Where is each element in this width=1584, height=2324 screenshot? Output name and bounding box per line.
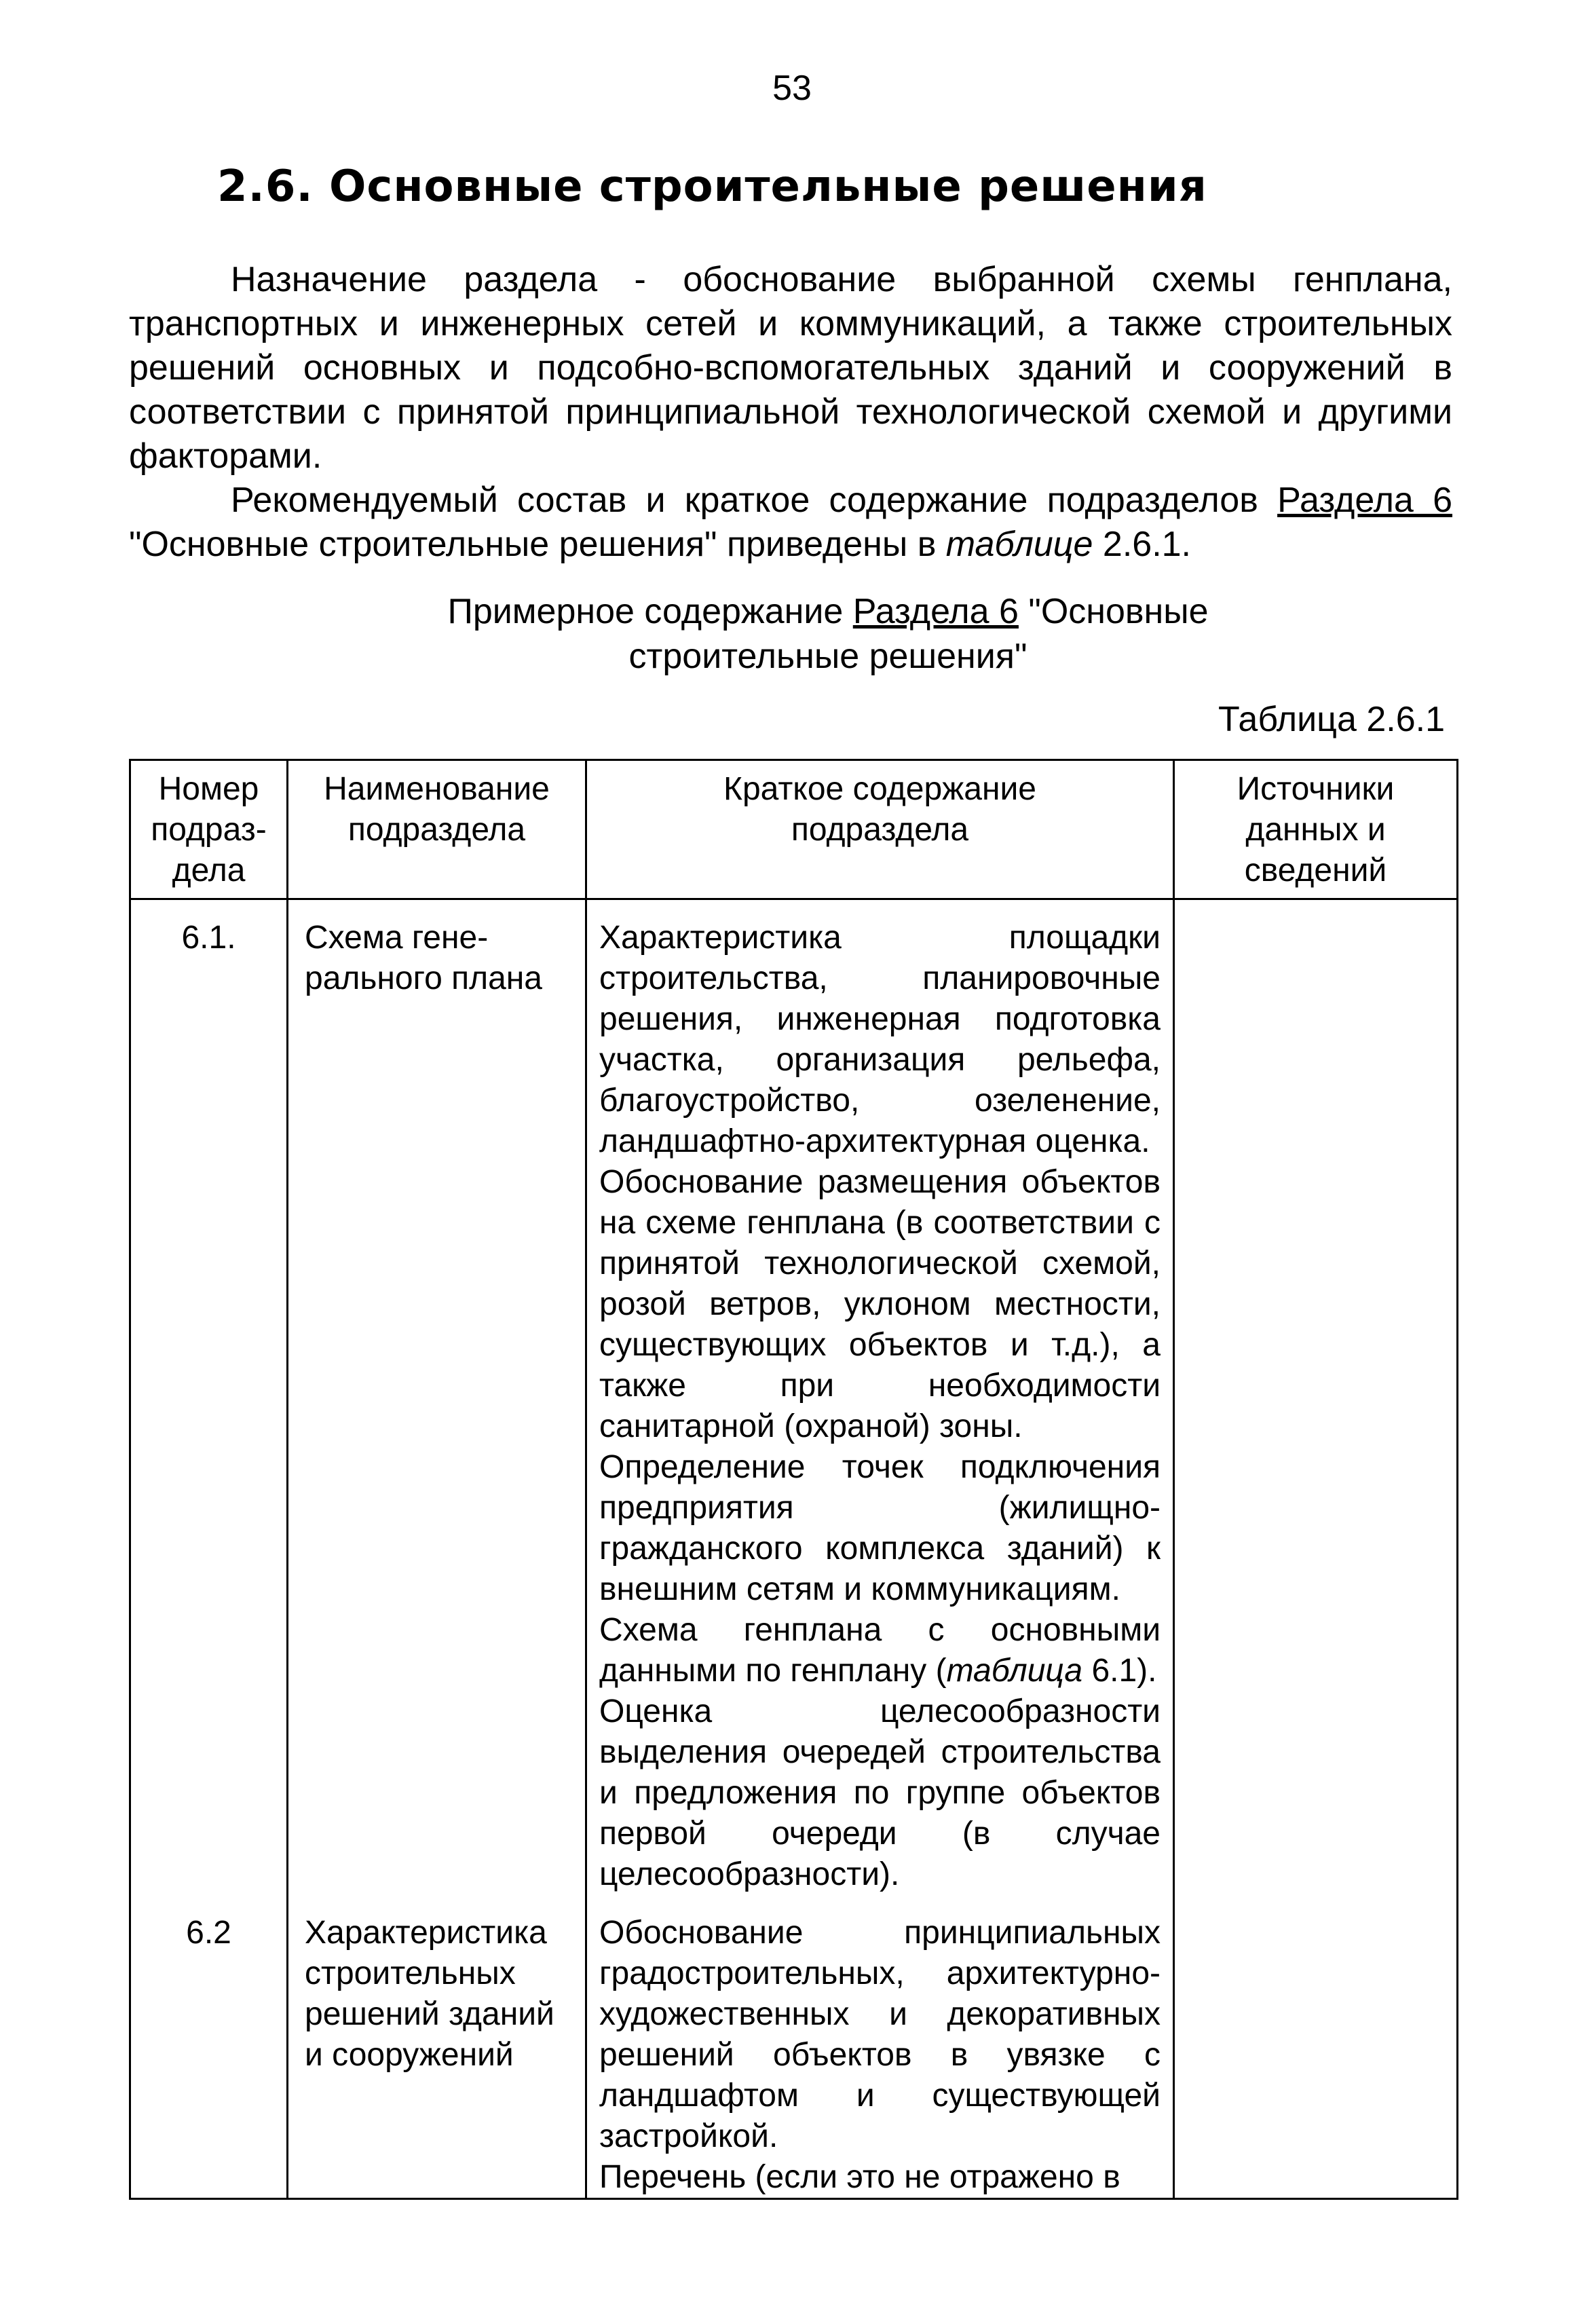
- page-number: 53: [772, 69, 812, 108]
- table-label: Таблица 2.6.1: [1218, 700, 1445, 739]
- caption-section-link[interactable]: Раздела 6: [852, 592, 1019, 631]
- row-content: Характеристика площадки строительства, планировочные решения, инженерная подготовка участка, организация рельефа, благоустройство, озеленение, ландшафтно-архитектурная оценка. Обоснование размещения объектов на схеме генплана (в соответствии с принятой технологической схемой, розой ветров, уклоном местности, существующих объектов и т.д.), а также при необходимости санитарной (охраной) зоны. Определение точек подключения предприятия (жилищно-гражданского комплекса зданий) к внешним сетям и коммуникациям. Схема генплана с основными данными по генплану (таблица 6.1). Оценка целесообразности выделения очередей строительства и предложения по группе объектов первой очереди (в случае целесообразности).: [586, 899, 1174, 1913]
- header-number: Номер подраз- дела: [130, 760, 288, 899]
- intro-paragraphs: [129, 258, 1452, 567]
- row-name: Схема гене- рального плана: [288, 899, 586, 1913]
- table-row: [130, 899, 1458, 1913]
- row-sources: [1174, 1913, 1458, 2199]
- row-sources: [1174, 899, 1458, 1913]
- section-6-link[interactable]: Раздела 6: [1277, 481, 1452, 520]
- table-row: [130, 1913, 1458, 2199]
- section-title: 2.6. Основные строительные решения: [217, 162, 1207, 212]
- paragraph-purpose: Назначение раздела - обоснование выбранной схемы генплана, транспортных и инженерных сетей и коммуникаций, а также строительных решений основных и подсобно-вспомогательных зданий и сооружений в соответствии с принятой принципиальной технологической схемой и другими факторами.: [129, 260, 1452, 476]
- paragraph-recommended: Рекомендуемый состав и краткое содержание подразделов Раздела 6 "Основные строительные решения" приведены в таблице 2.6.1.: [129, 481, 1452, 564]
- header-name: Наименование подраздела: [288, 760, 586, 899]
- header-content: Краткое содержание подраздела: [586, 760, 1174, 899]
- table-header-row: [130, 760, 1458, 899]
- row-name: Характеристика строительных решений зданий и сооружений: [288, 1913, 586, 2199]
- header-sources: Источники данных и сведений: [1174, 760, 1458, 899]
- row-number: 6.2: [130, 1913, 288, 2199]
- row-content: Обоснование принципиальных градостроительных, архитектурно-художественных и декоративных решений объектов в увязке с ландшафтом и существующей застройкой. Перечень (если это не отражено в: [586, 1913, 1174, 2199]
- subsections-table: [129, 759, 1458, 2200]
- table-caption: Примерное содержание Раздела 6 "Основные строительные решения": [447, 592, 1209, 676]
- row-number: 6.1.: [130, 899, 288, 1913]
